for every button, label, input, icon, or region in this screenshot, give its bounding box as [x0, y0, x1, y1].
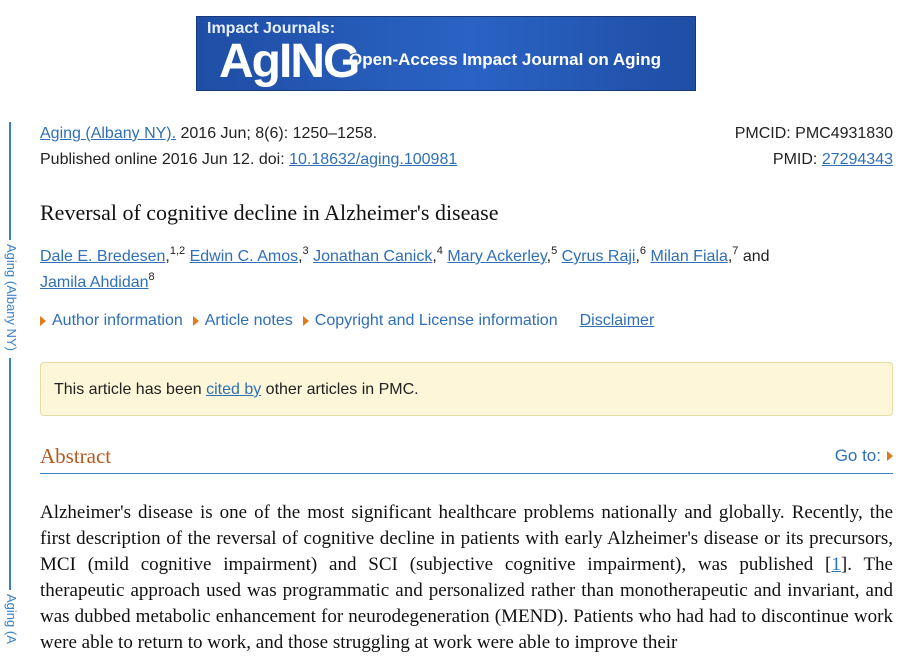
author-link[interactable]: Jonathan Canick [313, 248, 433, 265]
rail-journal-label-2[interactable]: Aging (A [4, 594, 19, 644]
author-sep: , [635, 248, 640, 265]
author-link[interactable]: Milan Fiala [650, 248, 728, 265]
author-and: and [738, 248, 770, 265]
rail-line-bottom [9, 358, 11, 590]
author-sep: , [165, 248, 170, 265]
abstract-text-part-1: Alzheimer's disease is one of the most significant healthcare problems nationally and globally. Recently, the first description of the reversal of cognitive decline in patients with early Alzheimer's disease or its precursors, MCI (mild cognitive impairment) and SCI (subjective cognitive impairment), was published [ [40, 502, 893, 575]
abstract-text-part-2: ]. The therapeutic approach used was programmatic and personalized rather than monotherapeutic and invariant, and was dubbed metabolic enhancement for neurodegeneration (MEND). Patients who had had to discontinue work were able to return to work, and those struggling at work were able to improve their [40, 554, 893, 653]
abstract-heading: Abstract [40, 444, 112, 468]
goto-label: Go to: [834, 446, 881, 465]
journal-banner[interactable] [196, 16, 696, 91]
journal-link[interactable]: Aging (Albany NY). [40, 125, 177, 142]
author-link[interactable]: Dale E. Bredesen [40, 248, 166, 265]
author-link[interactable]: Mary Ackerley [447, 248, 547, 265]
reference-link[interactable]: 1 [831, 554, 841, 575]
pmid-link[interactable]: 27294343 [821, 151, 893, 168]
author-affiliation[interactable]: 5 [551, 245, 558, 257]
expand-triangle-icon [303, 316, 309, 326]
author-affiliation[interactable]: 3 [302, 245, 309, 257]
published-prefix: Published online 2016 Jun 12. doi: [40, 151, 290, 168]
banner-publisher: Impact Journals: [207, 20, 336, 37]
author-information-label: Author information [52, 312, 183, 329]
abstract-text [40, 500, 893, 656]
author-affiliation[interactable]: 6 [639, 245, 647, 257]
cited-by-notice [40, 362, 893, 416]
author-affiliation[interactable]: 8 [148, 271, 155, 283]
abstract-header [40, 444, 893, 474]
author-affiliation[interactable]: 1,2 [169, 245, 186, 257]
journal-rail [0, 0, 24, 645]
author-affiliation[interactable]: 4 [436, 245, 443, 257]
citation-details: 2016 Jun; 8(6): 1250–1258. [176, 125, 378, 142]
pmid-prefix: PMID: [772, 151, 822, 168]
rail-line-top [9, 122, 11, 240]
author-link[interactable]: Cyrus Raji [561, 248, 636, 265]
author-affiliation[interactable]: 7 [732, 245, 739, 257]
cited-by-link[interactable]: cited by [206, 381, 262, 398]
author-link[interactable]: Edwin C. Amos [189, 248, 299, 265]
author-sep: , [298, 248, 303, 265]
cited-suffix: other articles in PMC. [261, 381, 419, 398]
doi-link[interactable]: 10.18632/aging.100981 [289, 151, 458, 168]
author-information-toggle[interactable] [40, 312, 183, 330]
author-list [40, 244, 890, 296]
author-sep: , [432, 248, 437, 265]
pmcid: PMCID: PMC4931830 [734, 125, 893, 142]
expand-triangle-icon [40, 316, 46, 326]
banner-tagline: Open-Access Impact Journal on Aging [349, 50, 662, 69]
goto-arrow-icon [887, 451, 893, 461]
article-notes-label: Article notes [204, 312, 293, 329]
author-link[interactable]: Jamila Ahdidan [40, 274, 149, 291]
author-sep: , [546, 248, 552, 265]
published-line [40, 151, 457, 169]
article-notes-toggle[interactable] [193, 312, 293, 330]
copyright-toggle[interactable] [303, 312, 558, 330]
copyright-label: Copyright and License information [314, 312, 558, 329]
cited-prefix: This article has been [54, 381, 207, 398]
rail-journal-label[interactable]: Aging (Albany NY) [4, 244, 19, 351]
expand-triangle-icon [193, 316, 199, 326]
disclaimer-link[interactable]: Disclaimer [579, 312, 655, 329]
aging-logo: AgING [219, 35, 359, 88]
pmid-line [773, 151, 893, 169]
goto-button[interactable] [835, 446, 893, 466]
author-sep: , [727, 248, 733, 265]
article-title: Reversal of cognitive decline in Alzheimer's disease [40, 200, 499, 225]
article-notes-bar [40, 312, 654, 330]
citation-line [40, 125, 377, 143]
